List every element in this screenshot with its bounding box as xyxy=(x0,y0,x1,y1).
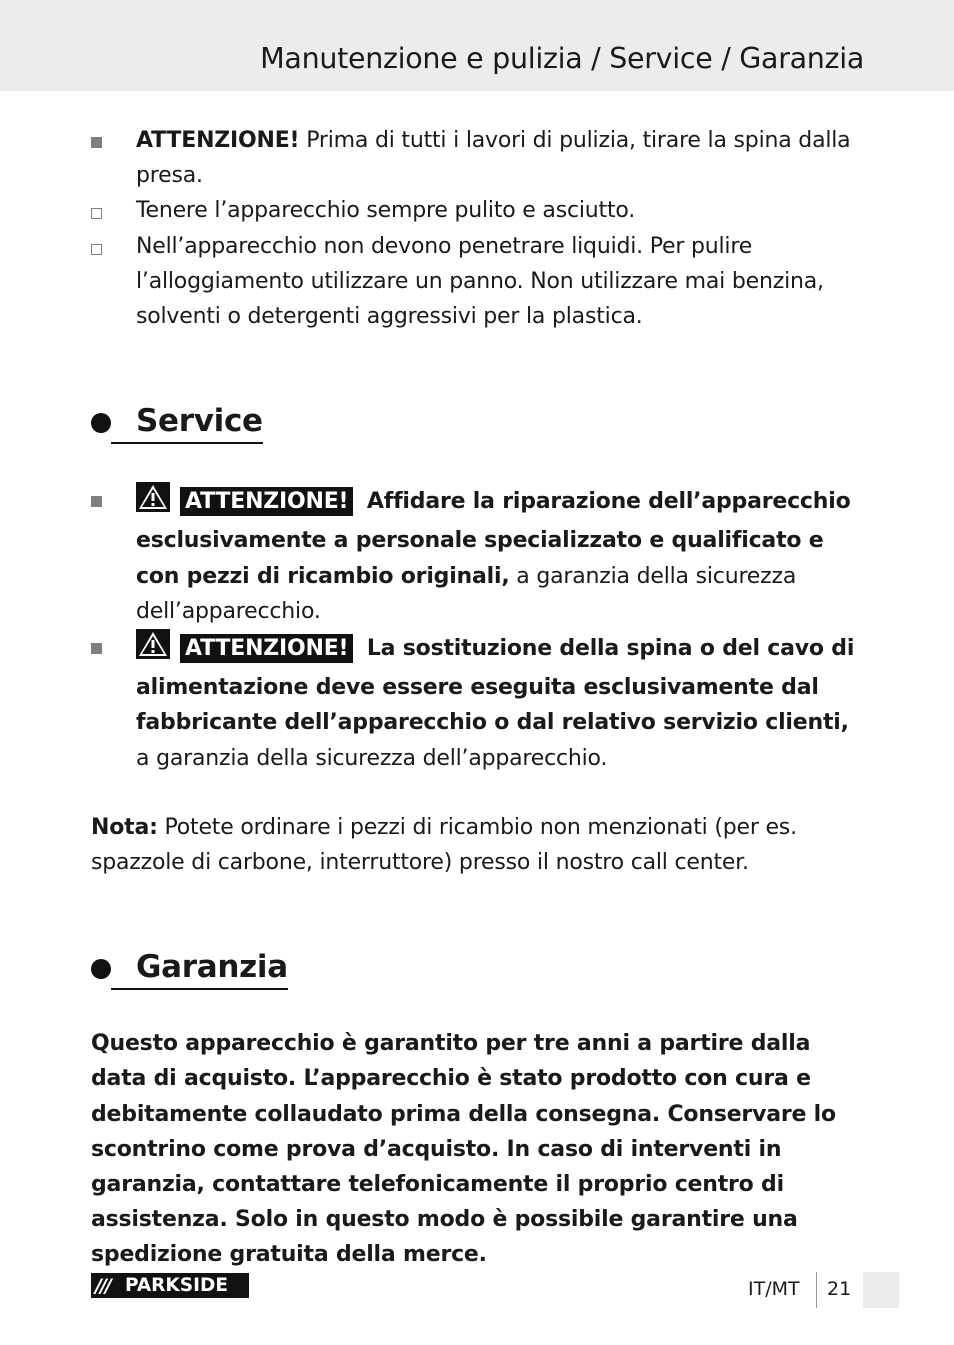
bullet-dot-icon xyxy=(91,959,111,979)
service-title: Service xyxy=(136,402,263,444)
warning-triangle-icon xyxy=(136,482,170,523)
attention-badge: ATTENZIONE! xyxy=(180,487,353,516)
warranty-title: Garanzia xyxy=(136,948,288,990)
service-warnings xyxy=(91,482,866,776)
note-label: Nota: xyxy=(91,814,158,840)
page-content xyxy=(91,123,866,1273)
footer-tab xyxy=(863,1272,899,1308)
warning-bold-text: Affidare la riparazione dell’apparecchio esclusivamente a personale specializzato e qualificato e con pezzi di ricambio originali, xyxy=(136,489,851,589)
maintenance-list xyxy=(91,123,866,334)
heading-underline xyxy=(111,442,136,444)
warning-bold-text: La sostituzione della spina o del cavo di alimentazione deve essere eseguita esclusivamente dal fabbricante dell’apparecchio o dal relativo servizio clienti, xyxy=(136,636,855,736)
list-item xyxy=(91,629,866,776)
square-bullet-icon xyxy=(91,496,102,507)
square-bullet-icon xyxy=(91,643,102,654)
warranty-heading xyxy=(91,948,866,990)
list-item xyxy=(91,123,866,193)
square-bullet-icon xyxy=(91,137,102,148)
list-item-text: Nell’apparecchio non devono penetrare liquidi. Per pulire l’alloggiamento utilizzare un panno. Non utilizzare mai benzina, solventi o detergenti aggressivi per la plastica. xyxy=(136,233,824,330)
list-item-text: Tenere l’apparecchio sempre pulito e asciutto. xyxy=(136,198,636,224)
page-title: Manutenzione e pulizia / Service / Garanzia xyxy=(260,42,864,75)
note-text: Potete ordinare i pezzi di ricambio non menzionati (per es. spazzole di carbone, interruttore) presso il nostro call center. xyxy=(91,814,797,876)
heading-underline xyxy=(111,988,136,990)
bullet-dot-icon xyxy=(91,413,111,433)
note-paragraph xyxy=(91,810,866,880)
list-item xyxy=(91,229,866,335)
warranty-paragraph: Questo apparecchio è garantito per tre anni a partire dalla data di acquisto. L’apparecchio è stato prodotto con cura e debitamente collaudato prima della consegna. Conservare lo scontrino come prova d’acquisto. In caso di interventi in garanzia, contattare telefonicamente il proprio centro di assistenza. Solo in questo modo è possibile garantire una spedizione gratuita della merce. xyxy=(91,1031,836,1268)
list-item xyxy=(91,482,866,629)
locale-code: IT/MT xyxy=(748,1278,800,1300)
warning-triangle-icon xyxy=(136,629,170,670)
logo-brand: PARKSIDE xyxy=(125,1275,228,1296)
footer-divider xyxy=(816,1272,817,1308)
parkside-logo xyxy=(91,1273,249,1298)
page-header xyxy=(0,0,954,91)
list-item-text: Prima di tutti i lavori di pulizia, tirare la spina dalla presa. xyxy=(136,128,851,189)
checkbox-bullet-icon xyxy=(91,244,102,255)
logo-slashes: /// xyxy=(95,1274,110,1297)
attention-badge: ATTENZIONE! xyxy=(180,634,353,663)
service-heading xyxy=(91,402,866,444)
list-item xyxy=(91,193,866,228)
warning-text: a garanzia della sicurezza dell’apparecchio. xyxy=(136,563,797,624)
warning-text: a garanzia della sicurezza dell’apparecchio. xyxy=(136,745,608,771)
attention-label: ATTENZIONE! xyxy=(136,128,300,153)
page-number: 21 xyxy=(827,1278,852,1300)
checkbox-bullet-icon xyxy=(91,208,102,219)
